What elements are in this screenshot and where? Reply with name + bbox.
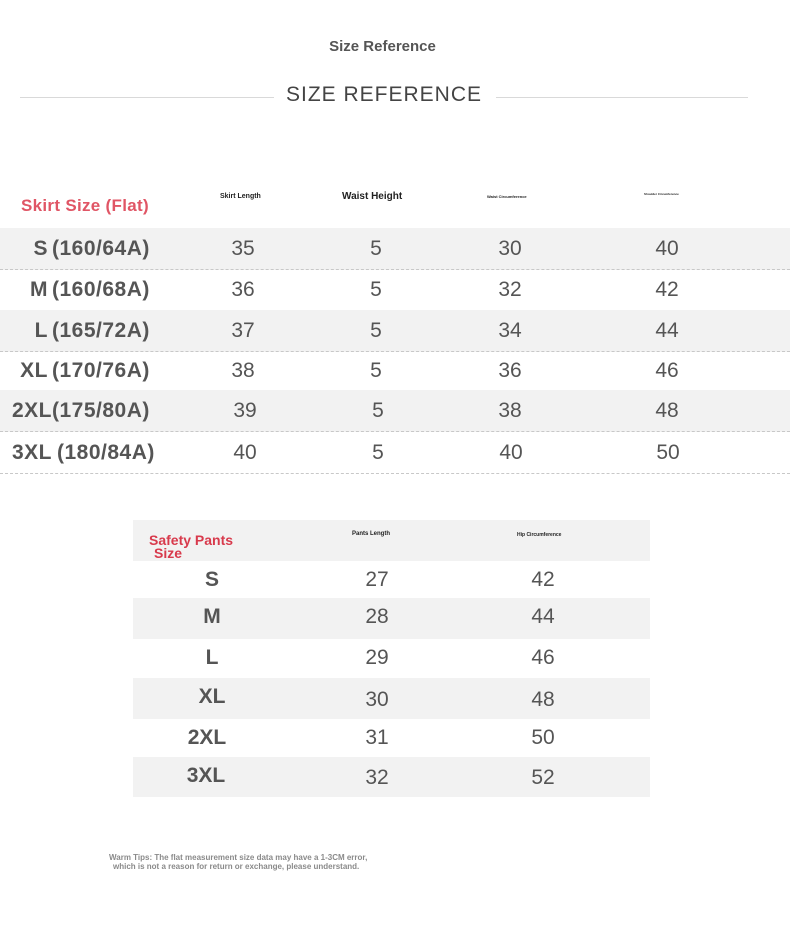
table-row <box>133 598 650 639</box>
skirt-length-value: 36 <box>231 278 255 301</box>
skirt-length-value: 37 <box>231 319 255 342</box>
waist-height-value: 5 <box>370 278 382 301</box>
pants-title-line1: Safety Pants <box>149 532 234 548</box>
table-row <box>0 390 790 432</box>
table-row <box>133 757 650 797</box>
waist-circumference-value: 32 <box>498 278 522 301</box>
shoulder-circumference-value: 44 <box>655 319 679 342</box>
tips-line2: which is not a reason for return or exchange, please understand. <box>113 862 360 871</box>
pants-length-value: 28 <box>365 605 389 628</box>
size-spec: (175/80A) <box>52 399 150 422</box>
tips-line1: Warm Tips: The flat measurement size data may have a 1-3CM error, <box>109 853 368 862</box>
size-label: XL <box>20 359 48 382</box>
waist-circumference-value: 40 <box>499 441 523 464</box>
shoulder-circumference-value: 46 <box>655 359 679 382</box>
pants-table-title <box>149 534 233 560</box>
skirt-length-value: 40 <box>233 441 257 464</box>
pants-length-value: 30 <box>365 688 389 711</box>
table-row <box>133 561 650 599</box>
skirt-length-value: 35 <box>231 237 255 260</box>
col-head-skirt-length: Skirt Length <box>220 193 261 200</box>
table-row <box>0 310 790 352</box>
size-spec: (170/76A) <box>52 359 150 382</box>
shoulder-circumference-value: 42 <box>655 278 679 301</box>
section-heading: SIZE REFERENCE <box>285 83 483 106</box>
pants-length-value: 29 <box>365 646 389 669</box>
col-head-shoulder-circumference: Shoulder Circumference <box>644 192 679 196</box>
table-row <box>0 350 790 392</box>
size-label: L <box>205 646 219 669</box>
col-head-hip-circumference: Hip Circumference <box>517 532 562 538</box>
waist-height-value: 5 <box>370 319 382 342</box>
waist-height-value: 5 <box>370 237 382 260</box>
shoulder-circumference-value: 50 <box>656 441 680 464</box>
skirt-length-value: 38 <box>231 359 255 382</box>
size-label: 2XL <box>11 399 52 422</box>
table-row <box>0 432 790 474</box>
waist-height-value: 5 <box>372 441 384 464</box>
pants-length-value: 31 <box>365 726 389 749</box>
pants-length-value: 27 <box>365 568 389 591</box>
warm-tips <box>109 853 367 871</box>
size-spec: (160/64A) <box>52 237 150 260</box>
size-label: 3XL <box>186 764 226 787</box>
size-label: XL <box>198 685 226 708</box>
hip-circumference-value: 48 <box>531 688 555 711</box>
skirt-table-title: Skirt Size (Flat) <box>21 196 149 215</box>
shoulder-circumference-value: 40 <box>655 237 679 260</box>
divider-left <box>20 97 274 98</box>
table-row <box>133 639 650 677</box>
table-row <box>0 269 790 311</box>
waist-height-value: 5 <box>372 399 384 422</box>
size-label: M <box>30 278 48 301</box>
hip-circumference-value: 44 <box>531 605 555 628</box>
size-label: 3XL <box>11 441 52 464</box>
waist-circumference-value: 38 <box>498 399 522 422</box>
size-label: 2XL <box>187 726 227 749</box>
pants-title-line2: Size <box>154 545 183 561</box>
hip-circumference-value: 52 <box>531 766 555 789</box>
shoulder-circumference-value: 48 <box>655 399 679 422</box>
size-label: S <box>204 568 219 591</box>
hip-circumference-value: 50 <box>531 726 555 749</box>
col-head-waist-circumference: Waist Circumference <box>487 194 527 199</box>
size-spec: (165/72A) <box>52 319 150 342</box>
divider-right <box>496 97 748 98</box>
size-spec: (160/68A) <box>52 278 150 301</box>
page-title: Size Reference <box>329 38 436 55</box>
size-spec: (180/84A) <box>57 441 155 464</box>
waist-circumference-value: 30 <box>498 237 522 260</box>
pants-length-value: 32 <box>365 766 389 789</box>
col-head-pants-length: Pants Length <box>352 531 391 537</box>
size-label: M <box>203 605 221 628</box>
waist-height-value: 5 <box>370 359 382 382</box>
waist-circumference-value: 34 <box>498 319 522 342</box>
size-label: L <box>34 319 48 342</box>
table-row <box>0 228 790 270</box>
waist-circumference-value: 36 <box>498 359 522 382</box>
skirt-length-value: 39 <box>233 399 257 422</box>
hip-circumference-value: 42 <box>531 568 555 591</box>
size-label: S <box>33 237 48 260</box>
col-head-waist-height: Waist Height <box>342 191 403 202</box>
hip-circumference-value: 46 <box>531 646 555 669</box>
table-row <box>133 719 650 757</box>
table-row <box>133 678 650 719</box>
